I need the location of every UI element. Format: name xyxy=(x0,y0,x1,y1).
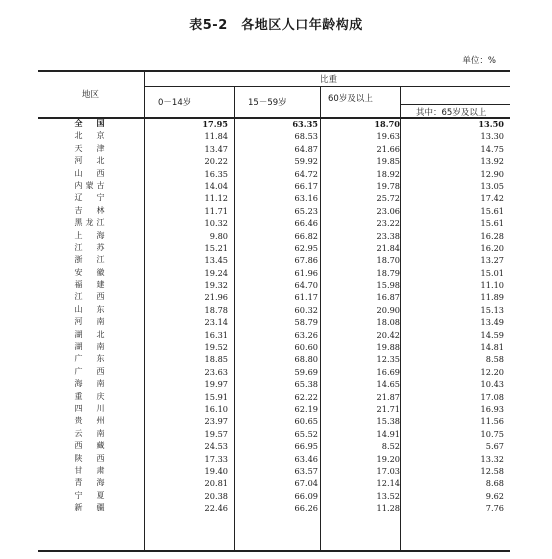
table-row xyxy=(38,267,510,279)
pct-60plus: 15.98 xyxy=(376,280,400,291)
pct-60plus: 15.38 xyxy=(376,416,400,427)
group-rule xyxy=(144,86,510,87)
region-name: 新 疆 xyxy=(74,503,108,513)
table-row xyxy=(38,391,510,403)
pct-60plus: 19.88 xyxy=(376,342,400,353)
region-name: 四 川 xyxy=(74,403,108,413)
pct-0-14: 11.71 xyxy=(204,205,228,216)
table-row xyxy=(38,118,510,130)
pct-65plus: 13.27 xyxy=(480,255,504,266)
pct-0-14: 19.40 xyxy=(204,465,228,476)
table-row xyxy=(38,155,510,167)
pct-0-14: 18.85 xyxy=(204,354,228,365)
pct-60plus: 18.70 xyxy=(374,119,400,129)
pct-60plus: 25.72 xyxy=(376,193,400,204)
pct-15-59: 63.46 xyxy=(294,453,318,464)
pct-65plus: 13.05 xyxy=(480,180,504,191)
pct-0-14: 17.33 xyxy=(204,453,228,464)
pct-60plus: 14.65 xyxy=(376,379,400,390)
header-col-0-14: 0－14岁 xyxy=(158,98,192,108)
pct-60plus: 13.52 xyxy=(376,490,400,501)
region-name: 云 南 xyxy=(74,428,108,438)
pct-65plus: 16.28 xyxy=(480,230,504,241)
pct-15-59: 65.23 xyxy=(294,205,318,216)
pct-0-14: 18.78 xyxy=(204,304,228,315)
pct-60plus: 19.78 xyxy=(376,180,400,191)
region-name: 青 海 xyxy=(74,478,108,488)
pct-65plus: 16.93 xyxy=(480,403,504,414)
pct-0-14: 10.32 xyxy=(204,218,228,229)
pct-65plus: 13.30 xyxy=(480,131,504,142)
header-top-rule xyxy=(38,70,510,72)
pct-0-14: 13.47 xyxy=(204,143,228,154)
pct-0-14: 17.95 xyxy=(202,119,228,129)
pct-60plus: 12.35 xyxy=(376,354,400,365)
pct-65plus: 14.81 xyxy=(480,342,504,353)
pct-15-59: 62.22 xyxy=(294,391,318,402)
pct-15-59: 67.04 xyxy=(294,478,318,489)
table-row xyxy=(38,403,510,415)
pct-15-59: 66.95 xyxy=(294,441,318,452)
table-row xyxy=(38,291,510,303)
pct-65plus: 15.61 xyxy=(480,205,504,216)
pct-60plus: 23.38 xyxy=(376,230,400,241)
table-body xyxy=(38,118,510,515)
pct-0-14: 20.22 xyxy=(204,156,228,167)
pct-15-59: 66.46 xyxy=(294,218,318,229)
pct-0-14: 15.21 xyxy=(204,242,228,253)
region-name: 山 西 xyxy=(74,168,108,178)
pct-15-59: 60.60 xyxy=(294,342,318,353)
pct-15-59: 62.19 xyxy=(294,403,318,414)
region-name: 天 津 xyxy=(74,143,108,153)
pct-0-14: 16.10 xyxy=(204,403,228,414)
region-name: 河 北 xyxy=(74,156,108,166)
pct-60plus: 23.22 xyxy=(376,218,400,229)
table-row xyxy=(38,428,510,440)
table-row xyxy=(38,192,510,204)
pct-15-59: 65.38 xyxy=(294,379,318,390)
table-row xyxy=(38,205,510,217)
pct-65plus: 12.90 xyxy=(480,168,504,179)
pct-60plus: 16.87 xyxy=(376,292,400,303)
pct-15-59: 63.57 xyxy=(294,465,318,476)
pct-0-14: 13.45 xyxy=(204,255,228,266)
region-name: 吉 林 xyxy=(74,205,108,215)
pct-0-14: 15.91 xyxy=(204,391,228,402)
pct-65plus: 13.92 xyxy=(480,156,504,167)
pct-15-59: 61.96 xyxy=(294,267,318,278)
region-name: 湖 北 xyxy=(74,329,108,339)
pct-60plus: 21.71 xyxy=(376,403,400,414)
pct-15-59: 58.79 xyxy=(294,317,318,328)
pct-0-14: 23.97 xyxy=(204,416,228,427)
pct-0-14: 24.53 xyxy=(204,441,228,452)
pct-0-14: 19.24 xyxy=(204,267,228,278)
region-name: 宁 夏 xyxy=(74,490,108,500)
table-row xyxy=(38,230,510,242)
pct-15-59: 62.95 xyxy=(294,242,318,253)
pct-60plus: 8.52 xyxy=(381,441,400,452)
pct-0-14: 21.96 xyxy=(204,292,228,303)
region-name: 福 建 xyxy=(74,280,108,290)
pct-15-59: 66.26 xyxy=(294,503,318,514)
table-row xyxy=(38,341,510,353)
table-title: 表5-2 各地区人口年龄构成 xyxy=(189,18,363,33)
region-name: 江 苏 xyxy=(74,242,108,252)
pct-60plus: 12.14 xyxy=(376,478,400,489)
region-name: 海 南 xyxy=(74,379,108,389)
pct-65plus: 15.61 xyxy=(480,218,504,229)
pct-65plus: 11.56 xyxy=(480,416,504,427)
pct-0-14: 9.80 xyxy=(209,230,228,241)
region-name: 甘 肃 xyxy=(74,465,108,475)
pct-60plus: 23.06 xyxy=(376,205,400,216)
pct-15-59: 61.17 xyxy=(294,292,318,303)
pct-65plus: 11.10 xyxy=(480,280,504,291)
pct-60plus: 19.63 xyxy=(376,131,400,142)
unit-label: 单位：% xyxy=(462,56,496,66)
pct-65plus: 10.75 xyxy=(480,428,504,439)
pct-65plus: 8.68 xyxy=(485,478,504,489)
table-row xyxy=(38,329,510,341)
pct-15-59: 63.16 xyxy=(294,193,318,204)
table-row xyxy=(38,254,510,266)
header-vline-1 xyxy=(144,70,145,118)
region-name: 浙 江 xyxy=(74,255,108,265)
pct-65plus: 14.59 xyxy=(480,329,504,340)
pct-0-14: 11.84 xyxy=(204,131,228,142)
pct-60plus: 17.03 xyxy=(376,465,400,476)
pct-65plus: 13.32 xyxy=(480,453,504,464)
pct-60plus: 19.85 xyxy=(376,156,400,167)
pct-0-14: 22.46 xyxy=(204,503,228,514)
pct-60plus: 14.91 xyxy=(376,428,400,439)
region-name: 重 庆 xyxy=(74,391,108,401)
pct-0-14: 19.32 xyxy=(204,280,228,291)
header-vline-3 xyxy=(320,86,321,118)
pct-0-14: 19.97 xyxy=(204,379,228,390)
pct-15-59: 66.17 xyxy=(294,180,318,191)
pct-15-59: 68.80 xyxy=(294,354,318,365)
table-row xyxy=(38,316,510,328)
pct-15-59: 60.32 xyxy=(294,304,318,315)
table-row xyxy=(38,130,510,142)
pct-60plus: 18.70 xyxy=(376,255,400,266)
region-name: 黑龙江 xyxy=(74,218,108,228)
pct-65plus: 13.50 xyxy=(478,119,504,129)
pct-0-14: 11.12 xyxy=(204,193,228,204)
table-row xyxy=(38,143,510,155)
header-vline-2 xyxy=(234,86,235,118)
region-name: 广 西 xyxy=(74,366,108,376)
region-name: 河 南 xyxy=(74,317,108,327)
pct-60plus: 21.84 xyxy=(376,242,400,253)
table-row xyxy=(38,242,510,254)
region-name: 上 海 xyxy=(74,230,108,240)
pct-60plus: 11.28 xyxy=(376,503,400,514)
table-row xyxy=(38,490,510,502)
pct-65plus: 17.08 xyxy=(480,391,504,402)
table-row xyxy=(38,180,510,192)
region-name: 陕 西 xyxy=(74,453,108,463)
pct-15-59: 66.82 xyxy=(294,230,318,241)
pct-65plus: 7.76 xyxy=(485,503,504,514)
pct-65plus: 9.62 xyxy=(485,490,504,501)
sub-rule xyxy=(400,104,510,105)
pct-0-14: 16.35 xyxy=(204,168,228,179)
pct-65plus: 12.20 xyxy=(480,366,504,377)
table-row xyxy=(38,353,510,365)
header-vline-4 xyxy=(400,86,401,118)
pct-60plus: 18.92 xyxy=(376,168,400,179)
pct-60plus: 18.08 xyxy=(376,317,400,328)
pct-60plus: 21.87 xyxy=(376,391,400,402)
pct-0-14: 23.14 xyxy=(204,317,228,328)
table-bottom-rule xyxy=(38,550,510,552)
pct-65plus: 10.43 xyxy=(480,379,504,390)
table-header xyxy=(38,70,510,118)
pct-15-59: 64.72 xyxy=(294,168,318,179)
header-region: 地区 xyxy=(82,90,100,100)
pct-15-59: 63.35 xyxy=(292,119,318,129)
pct-60plus: 20.42 xyxy=(376,329,400,340)
pct-15-59: 67.86 xyxy=(294,255,318,266)
pct-15-59: 66.09 xyxy=(294,490,318,501)
pct-15-59: 64.87 xyxy=(294,143,318,154)
table-row xyxy=(38,168,510,180)
table-row xyxy=(38,378,510,390)
pct-15-59: 63.26 xyxy=(294,329,318,340)
pct-60plus: 16.69 xyxy=(376,366,400,377)
pct-65plus: 11.89 xyxy=(480,292,504,303)
table-row xyxy=(38,279,510,291)
header-col-65plus: 其中：65岁及以上 xyxy=(416,108,487,118)
table-row xyxy=(38,477,510,489)
region-name: 北 京 xyxy=(74,131,108,141)
header-col-60plus: 60岁及以上 xyxy=(328,94,373,104)
pct-15-59: 59.69 xyxy=(294,366,318,377)
pct-65plus: 17.42 xyxy=(480,193,504,204)
table-row xyxy=(38,217,510,229)
region-name: 山 东 xyxy=(74,304,108,314)
pct-60plus: 20.90 xyxy=(376,304,400,315)
pct-0-14: 14.04 xyxy=(204,180,228,191)
header-col-15-59: 15－59岁 xyxy=(248,98,287,108)
pct-0-14: 19.52 xyxy=(204,342,228,353)
table-row xyxy=(38,304,510,316)
pct-65plus: 16.20 xyxy=(480,242,504,253)
table-row xyxy=(38,415,510,427)
pct-15-59: 60.65 xyxy=(294,416,318,427)
pct-65plus: 5.67 xyxy=(485,441,504,452)
pct-60plus: 19.20 xyxy=(376,453,400,464)
table-row xyxy=(38,440,510,452)
region-name: 安 徽 xyxy=(74,267,108,277)
pct-65plus: 13.49 xyxy=(480,317,504,328)
region-name: 江 西 xyxy=(74,292,108,302)
pct-15-59: 68.53 xyxy=(294,131,318,142)
pct-15-59: 59.92 xyxy=(294,156,318,167)
pct-65plus: 8.58 xyxy=(485,354,504,365)
table-row xyxy=(38,465,510,477)
region-name: 全 国 xyxy=(74,119,108,128)
pct-65plus: 14.75 xyxy=(480,143,504,154)
pct-0-14: 23.63 xyxy=(204,366,228,377)
region-name: 广 东 xyxy=(74,354,108,364)
region-name: 贵 州 xyxy=(74,416,108,426)
pct-0-14: 16.31 xyxy=(204,329,228,340)
table-row xyxy=(38,366,510,378)
pct-0-14: 20.81 xyxy=(204,478,228,489)
pct-0-14: 19.57 xyxy=(204,428,228,439)
table-row xyxy=(38,453,510,465)
pct-65plus: 15.01 xyxy=(480,267,504,278)
pct-15-59: 65.52 xyxy=(294,428,318,439)
pct-65plus: 15.13 xyxy=(480,304,504,315)
header-group: 比重 xyxy=(320,75,338,85)
pct-60plus: 18.79 xyxy=(376,267,400,278)
region-name: 西 藏 xyxy=(74,441,108,451)
pct-65plus: 12.58 xyxy=(480,465,504,476)
table-row xyxy=(38,502,510,514)
pct-60plus: 21.66 xyxy=(376,143,400,154)
region-name: 湖 南 xyxy=(74,342,108,352)
region-name: 内蒙古 xyxy=(74,180,108,190)
pct-0-14: 20.38 xyxy=(204,490,228,501)
pct-15-59: 64.70 xyxy=(294,280,318,291)
region-name: 辽 宁 xyxy=(74,193,108,203)
